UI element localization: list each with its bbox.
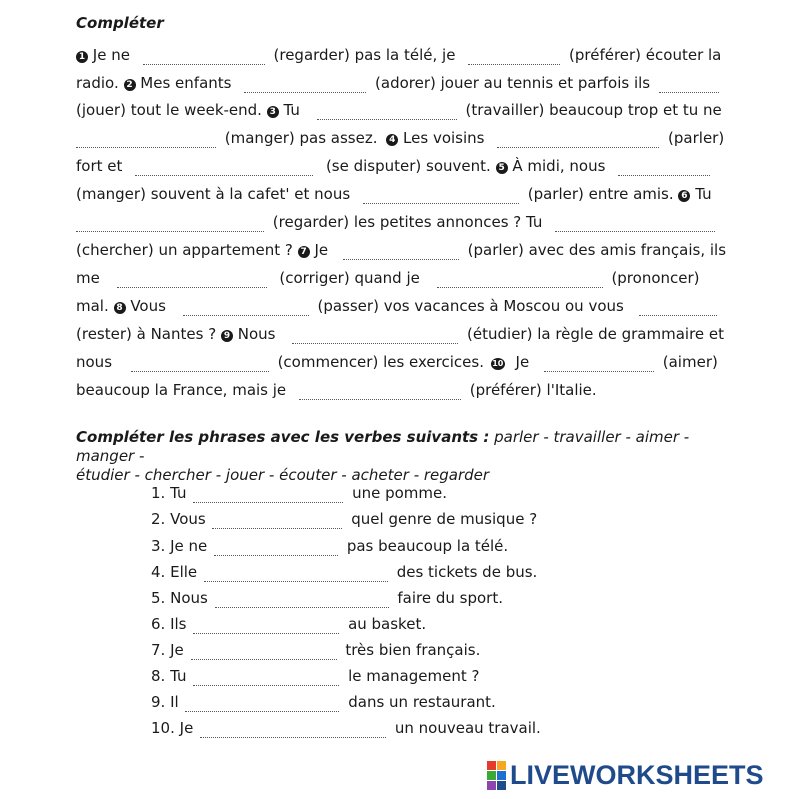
blank-1-regarder[interactable]: [143, 48, 265, 65]
blank-3-travailler[interactable]: [317, 103, 457, 120]
blank-7-prononcer[interactable]: [437, 271, 603, 288]
ex1-line-7: (regarder) les petites annonces ? Tu: [76, 213, 715, 232]
blank-6-chercher[interactable]: [555, 215, 715, 232]
blank-7-corriger[interactable]: [117, 271, 267, 288]
blank-2-jouer[interactable]: [659, 76, 719, 93]
blank-10-preferer[interactable]: [299, 383, 461, 400]
liveworksheets-logo: [487, 760, 764, 790]
list-item: 1. Tu une pomme.: [151, 484, 447, 502]
ex2-blank-7[interactable]: [191, 643, 337, 660]
item-number-badge: 1: [76, 51, 88, 63]
blank-8-passer[interactable]: [183, 299, 309, 316]
ex1-line-2: radio. 2 Mes enfants (adorer) jouer au tennis et parfois ils: [76, 74, 719, 93]
ex1-line-1: 1 Je ne (regarder) pas la télé, je (préférer) écouter la: [76, 46, 721, 65]
list-item: 4. Elle des tickets de bus.: [151, 563, 538, 581]
blank-6-regarder[interactable]: [76, 215, 264, 232]
ex1-line-13: beaucoup la France, mais je (préférer) l'Italie.: [76, 381, 597, 399]
item-number-badge: 6: [678, 190, 690, 202]
item-number-badge: 4: [386, 134, 398, 146]
ex2-blank-5[interactable]: [215, 591, 389, 608]
blank-9-etudier[interactable]: [292, 327, 458, 344]
ex1-line-11: (rester) à Nantes ? 9 Nous (étudier) la règle de grammaire et: [76, 325, 725, 343]
list-item: 7. Je très bien français.: [151, 641, 481, 659]
list-item: 10. Je un nouveau travail.: [151, 719, 541, 737]
ex1-line-4: (manger) pas assez. 4 Les voisins (parler): [76, 129, 724, 148]
item-number-badge: 3: [267, 106, 279, 118]
logo-text: LIVEWORKSHEETS: [510, 759, 764, 790]
ex2-blank-4[interactable]: [204, 565, 388, 582]
item-number-badge: 5: [496, 162, 508, 174]
list-item: 2. Vous quel genre de musique ?: [151, 510, 538, 528]
blank-10-aimer[interactable]: [544, 355, 654, 372]
list-item: 6. Ils au basket.: [151, 615, 427, 633]
item-number-badge: 8: [114, 302, 126, 314]
list-item: 3. Je ne pas beaucoup la télé.: [151, 537, 509, 555]
item-number-badge: 7: [298, 246, 310, 258]
ex1-line-3: (jouer) tout le week-end. 3 Tu (travailler) beaucoup trop et tu ne: [76, 101, 722, 119]
blank-1-preferer[interactable]: [468, 48, 560, 65]
exercise2-instructions: Compléter les phrases avec les verbes suivants : parler - travailler - aimer - manger - étudier - chercher - jouer - écouter - acheter - regarder: [76, 428, 690, 484]
ex2-blank-6[interactable]: [193, 617, 339, 634]
blank-4-se-disputer[interactable]: [135, 159, 313, 176]
item-number-badge: 2: [124, 79, 136, 91]
exercise1-title: Compléter: [76, 14, 164, 32]
ex1-line-5: fort et (se disputer) souvent. 5 À midi, nous: [76, 157, 710, 176]
blank-4-parler[interactable]: [497, 131, 659, 148]
ex2-blank-1[interactable]: [193, 486, 343, 503]
item-number-badge: 9: [221, 330, 233, 342]
ex2-blank-3[interactable]: [214, 539, 338, 556]
ex1-line-8: (chercher) un appartement ? 7 Je (parler) avec des amis français, ils: [76, 241, 727, 259]
blank-9-commencer[interactable]: [131, 355, 269, 372]
blank-8-rester[interactable]: [639, 299, 717, 316]
ex2-blank-8[interactable]: [193, 669, 339, 686]
ex1-line-10: mal. 8 Vous (passer) vos vacances à Moscou ou vous: [76, 297, 717, 316]
list-item: 9. Il dans un restaurant.: [151, 693, 496, 711]
item-number-badge: 10: [492, 359, 504, 368]
ex2-blank-9[interactable]: [185, 695, 339, 712]
blank-2-adorer[interactable]: [244, 76, 366, 93]
ex1-line-12: nous (commencer) les exercices. 10 Je (aimer): [76, 353, 718, 371]
blank-5-manger[interactable]: [618, 159, 710, 176]
ex2-blank-10[interactable]: [200, 721, 386, 738]
blank-7-parler[interactable]: [343, 243, 459, 260]
blank-3-manger[interactable]: [76, 131, 216, 148]
ex2-blank-2[interactable]: [212, 512, 342, 529]
ex1-line-9: me (corriger) quand je (prononcer): [76, 269, 700, 287]
list-item: 5. Nous faire du sport.: [151, 589, 503, 607]
blank-5-parler[interactable]: [363, 187, 519, 204]
logo-mark-icon: [487, 761, 506, 790]
list-item: 8. Tu le management ?: [151, 667, 480, 685]
ex1-line-6: (manger) souvent à la cafet' et nous (parler) entre amis. 6 Tu: [76, 185, 712, 203]
